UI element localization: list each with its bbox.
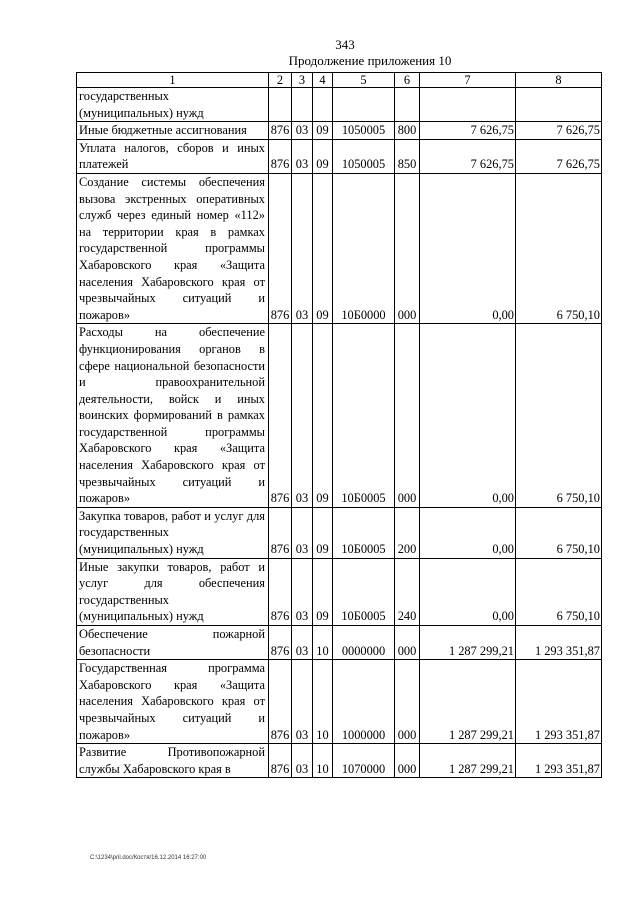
row-value-cell bbox=[395, 88, 420, 122]
row-value-cell: 1 293 351,87 bbox=[516, 660, 602, 744]
row-name-cell: государственных (муниципальных) нужд bbox=[77, 88, 269, 122]
row-value-cell: 876 bbox=[269, 558, 292, 625]
row-value-cell: 03 bbox=[292, 507, 313, 558]
row-name-cell: Расходы на обеспечение функционирования органов в сфере национальной безопасности и правоохранительной деятельности, войск и иных воинских формирований в рамках государственной программы Хабаровского края «Защита населения Хабаровского края от чрезвычайных ситуаций и пожаров» bbox=[77, 324, 269, 508]
row-value-cell: 10Б0005 bbox=[333, 324, 395, 508]
header-cell: 2 bbox=[269, 73, 292, 88]
row-value-cell: 000 bbox=[395, 744, 420, 778]
row-value-cell: 6 750,10 bbox=[516, 324, 602, 508]
row-value-cell bbox=[333, 88, 395, 122]
row-value-cell: 0,00 bbox=[420, 173, 516, 323]
table-row bbox=[77, 507, 602, 558]
table-header-row bbox=[77, 73, 602, 88]
row-value-cell: 1070000 bbox=[333, 744, 395, 778]
row-value-cell bbox=[313, 88, 333, 122]
row-value-cell: 10Б0005 bbox=[333, 507, 395, 558]
row-value-cell: 1 293 351,87 bbox=[516, 626, 602, 660]
row-value-cell: 876 bbox=[269, 660, 292, 744]
row-value-cell: 7 626,75 bbox=[420, 139, 516, 173]
row-value-cell: 800 bbox=[395, 122, 420, 140]
row-value-cell: 1 293 351,87 bbox=[516, 744, 602, 778]
row-name-cell: Закупка товаров, работ и услуг для государственных (муниципальных) нужд bbox=[77, 507, 269, 558]
row-name-cell: Обеспечение пожарной безопасности bbox=[77, 626, 269, 660]
row-value-cell: 1 287 299,21 bbox=[420, 660, 516, 744]
row-value-cell: 03 bbox=[292, 324, 313, 508]
header-cell: 7 bbox=[420, 73, 516, 88]
row-value-cell: 876 bbox=[269, 122, 292, 140]
header-cell: 3 bbox=[292, 73, 313, 88]
row-value-cell: 6 750,10 bbox=[516, 507, 602, 558]
row-value-cell: 876 bbox=[269, 507, 292, 558]
row-value-cell bbox=[420, 88, 516, 122]
row-value-cell: 10Б0005 bbox=[333, 558, 395, 625]
row-value-cell: 6 750,10 bbox=[516, 558, 602, 625]
table-row bbox=[77, 88, 602, 122]
row-value-cell bbox=[516, 88, 602, 122]
row-value-cell: 0,00 bbox=[420, 324, 516, 508]
row-value-cell: 876 bbox=[269, 744, 292, 778]
row-value-cell: 0,00 bbox=[420, 507, 516, 558]
row-value-cell: 1 287 299,21 bbox=[420, 744, 516, 778]
row-value-cell: 000 bbox=[395, 626, 420, 660]
document-footer-path: C:\1234\pril.doc/Костя/16.12.2014 16:27:00 bbox=[90, 855, 207, 861]
table-row bbox=[77, 139, 602, 173]
table-row bbox=[77, 626, 602, 660]
row-name-cell: Иные бюджетные ассигнования bbox=[77, 122, 269, 140]
row-value-cell: 09 bbox=[313, 122, 333, 140]
row-name-cell: Создание системы обеспечения вызова экстренных оперативных служб через единый номер «112» на территории края в рамках государственной программы Хабаровского края «Защита населения Хабаровского края от чрезвычайных ситуаций и пожаров» bbox=[77, 173, 269, 323]
row-value-cell: 10 bbox=[313, 744, 333, 778]
row-value-cell bbox=[269, 88, 292, 122]
row-value-cell: 10 bbox=[313, 660, 333, 744]
row-value-cell: 09 bbox=[313, 324, 333, 508]
row-value-cell: 0000000 bbox=[333, 626, 395, 660]
row-value-cell: 09 bbox=[313, 558, 333, 625]
row-value-cell: 876 bbox=[269, 324, 292, 508]
row-value-cell: 1050005 bbox=[333, 139, 395, 173]
header-cell: 8 bbox=[516, 73, 602, 88]
row-value-cell: 10Б0000 bbox=[333, 173, 395, 323]
row-name-cell: Уплата налогов, сборов и иных платежей bbox=[77, 139, 269, 173]
row-value-cell: 03 bbox=[292, 626, 313, 660]
row-value-cell: 240 bbox=[395, 558, 420, 625]
row-name-cell: Развитие Противопожарной службы Хабаровского края в bbox=[77, 744, 269, 778]
row-value-cell: 000 bbox=[395, 660, 420, 744]
header-cell: 6 bbox=[395, 73, 420, 88]
table-row bbox=[77, 558, 602, 625]
row-value-cell: 876 bbox=[269, 626, 292, 660]
row-value-cell: 03 bbox=[292, 122, 313, 140]
row-value-cell: 1050005 bbox=[333, 122, 395, 140]
row-value-cell: 1 287 299,21 bbox=[420, 626, 516, 660]
table-row bbox=[77, 660, 602, 744]
appendix-continuation-title: Продолжение приложения 10 bbox=[288, 53, 452, 68]
row-value-cell: 7 626,75 bbox=[420, 122, 516, 140]
table-row bbox=[77, 744, 602, 778]
budget-table bbox=[76, 72, 602, 778]
row-value-cell: 09 bbox=[313, 139, 333, 173]
row-value-cell: 000 bbox=[395, 324, 420, 508]
row-value-cell: 7 626,75 bbox=[516, 139, 602, 173]
row-value-cell: 7 626,75 bbox=[516, 122, 602, 140]
row-value-cell: 03 bbox=[292, 558, 313, 625]
table-row bbox=[77, 122, 602, 140]
row-value-cell: 200 bbox=[395, 507, 420, 558]
table-row bbox=[77, 324, 602, 508]
row-value-cell: 1000000 bbox=[333, 660, 395, 744]
row-value-cell: 09 bbox=[313, 173, 333, 323]
row-value-cell: 0,00 bbox=[420, 558, 516, 625]
row-value-cell: 03 bbox=[292, 744, 313, 778]
row-name-cell: Государственная программа Хабаровского края «Защита населения Хабаровского края от чрезвычайных ситуаций и пожаров» bbox=[77, 660, 269, 744]
row-value-cell: 850 bbox=[395, 139, 420, 173]
page-number: 343 bbox=[335, 37, 355, 52]
header-cell: 5 bbox=[333, 73, 395, 88]
table-row bbox=[77, 173, 602, 323]
row-value-cell: 09 bbox=[313, 507, 333, 558]
row-value-cell: 6 750,10 bbox=[516, 173, 602, 323]
row-value-cell: 10 bbox=[313, 626, 333, 660]
row-name-cell: Иные закупки товаров, работ и услуг для обеспечения государственных (муниципальных) нужд bbox=[77, 558, 269, 625]
header-cell: 1 bbox=[77, 73, 269, 88]
row-value-cell: 876 bbox=[269, 139, 292, 173]
header-cell: 4 bbox=[313, 73, 333, 88]
row-value-cell: 03 bbox=[292, 660, 313, 744]
row-value-cell: 03 bbox=[292, 139, 313, 173]
row-value-cell: 876 bbox=[269, 173, 292, 323]
row-value-cell: 03 bbox=[292, 173, 313, 323]
row-value-cell: 000 bbox=[395, 173, 420, 323]
row-value-cell bbox=[292, 88, 313, 122]
